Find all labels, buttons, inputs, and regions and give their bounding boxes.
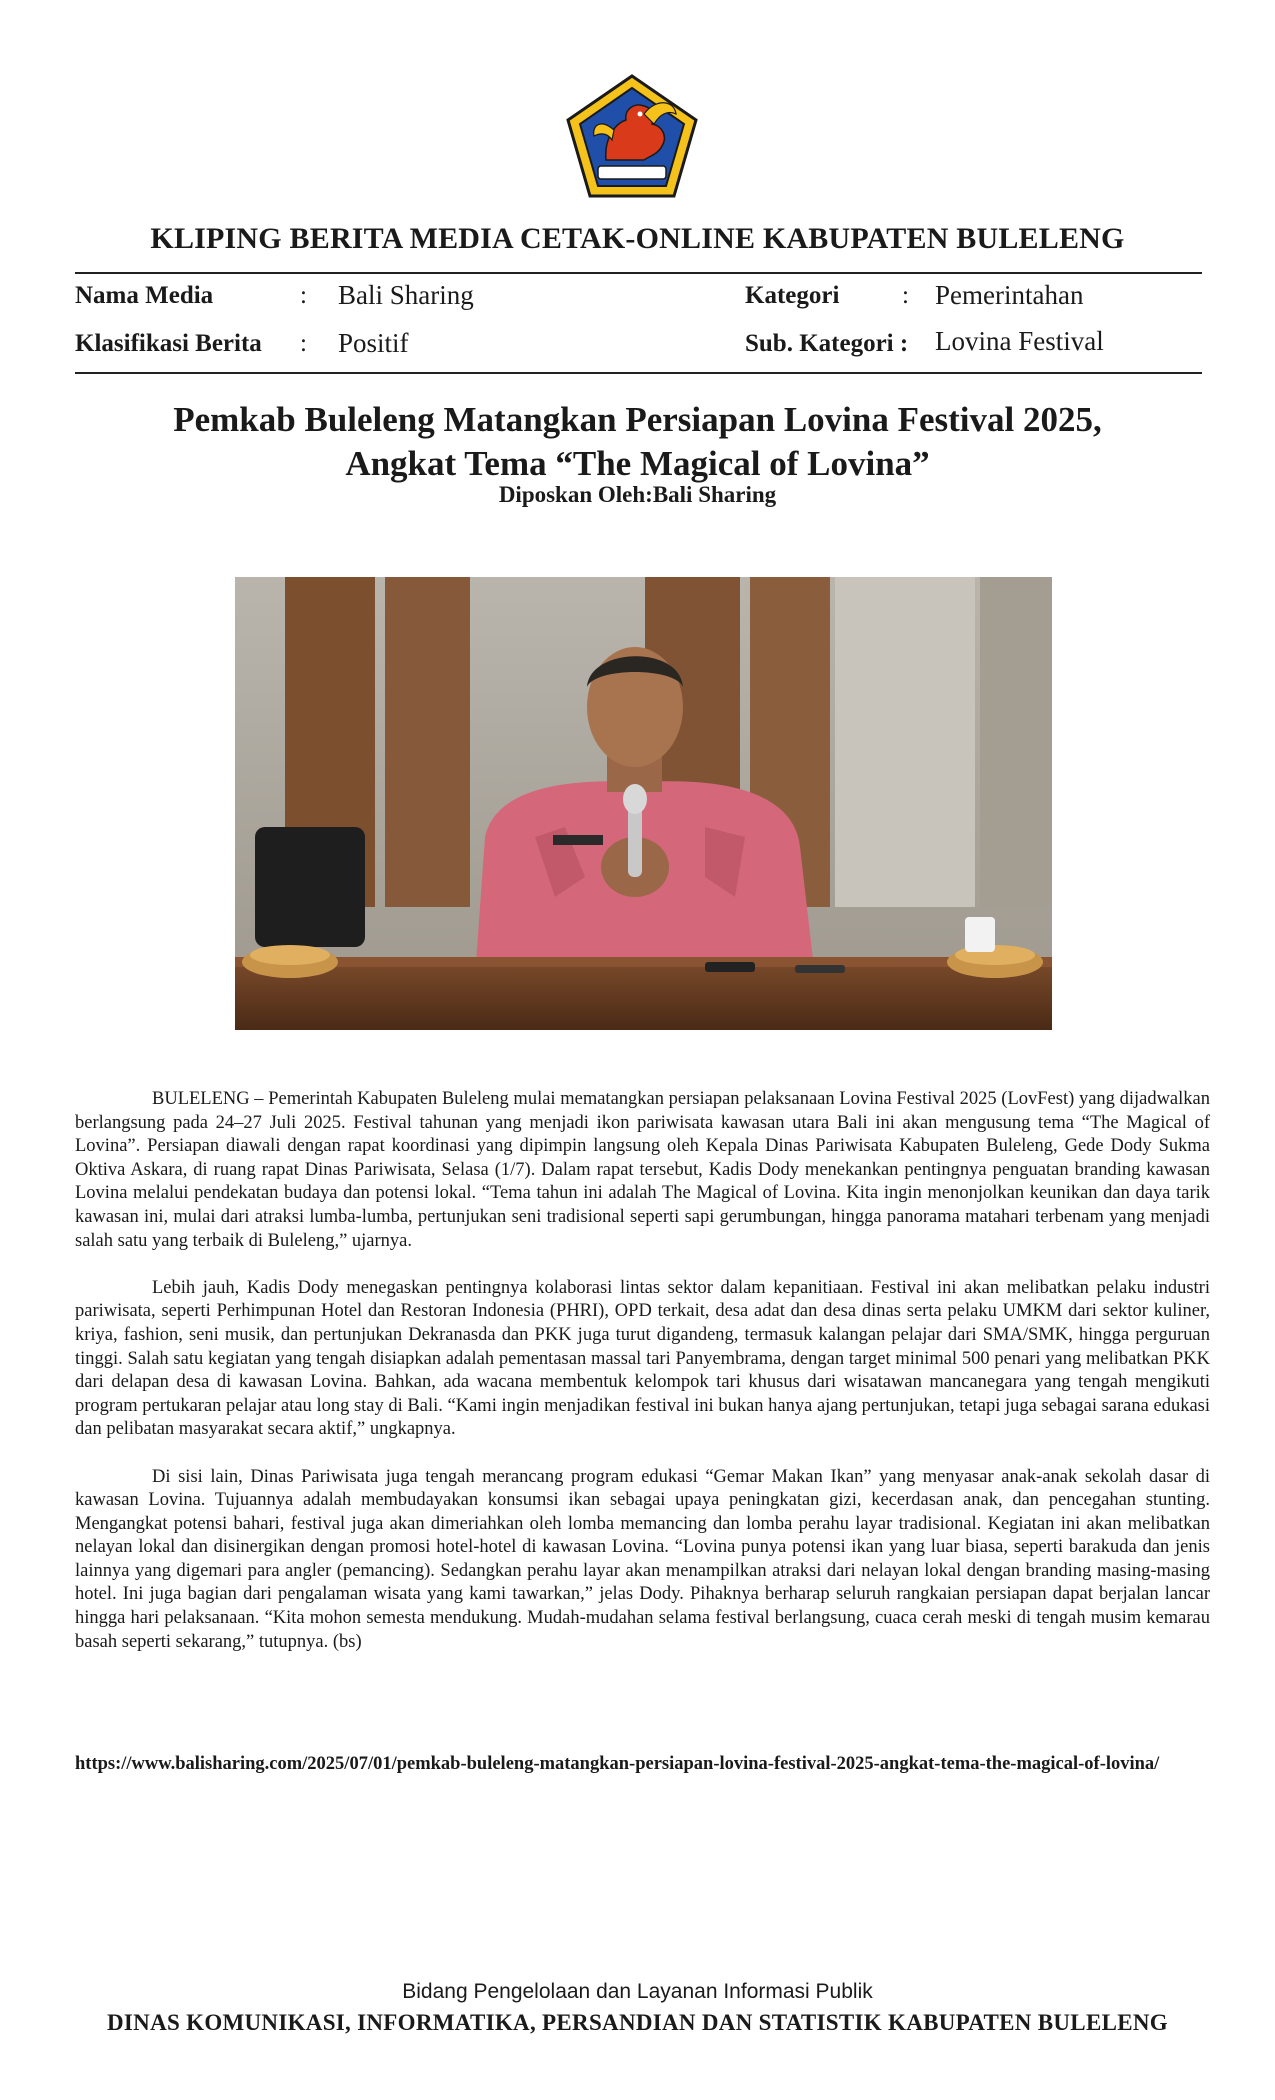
media-name-label: Nama Media [75,282,214,309]
footer-organization: DINAS KOMUNIKASI, INFORMATIKA, PERSANDIAN DAN STATISTIK KABUPATEN BULELENG [107,2010,1168,2035]
article-title [75,398,1200,486]
article-paragraph-3: Di sisi lain, Dinas Pariwisata juga tengah merancang program edukasi “Gemar Makan Ikan” yang menyasar anak-anak sekolah dasar di kawasan Lovina. Tujuannya adalah membudayakan konsumsi ikan sebagai upaya peningkatan gizi, kecerdasan anak, dan pencegahan stunting. Mengangkat potensi bahari, festival juga akan dimeriahkan oleh lomba memancing dan lomba perahu layar tradisional. Kegiatan ini akan melibatkan nelayan lokal dan disinergikan dengan promosi hotel-hotel di kawasan Lovina. “Lovina punya potensi ikan yang luar biasa, seperti barakuda dan jenis lainnya yang digemari para angler (pemancing). Sedangkan perahu layar akan menampilkan atraksi dari nelayan lokal dengan branding masing-masing hotel. Ini juga bagian dari pengalaman wisata yang kami tawarkan,” jelas Dody. Pihaknya berharap seluruh rangkaian persiapan dapat berjalan lancar hingga hari pelaksanaan. “Kita mohon semesta mendukung. Mudah-mudahan selama festival berlangsung, cuaca cerah meski di tengah musim kemarau basah seperti sekarang,” tutupnya. (bs) [75,1466,1210,1652]
header-divider [75,272,1202,274]
official-speaking-microphone-photo [235,577,1052,1030]
category-colon: : [902,282,909,309]
meta-divider [75,372,1202,374]
footer-unit: Bidang Pengelolaan dan Layanan Informasi Publik [402,1980,873,2003]
singa-ambara-raja-emblem-icon [564,74,700,200]
category-label: Kategori [745,282,840,309]
article-title-line-2: Angkat Tema “The Magical of Lovina” [345,444,930,483]
media-name-colon: : [300,282,307,309]
category-value: Pemerintahan [935,280,1084,310]
article-paragraph-2: Lebih jauh, Kadis Dody menegaskan pentingnya kolaborasi lintas sektor dalam kepanitiaan. Festival ini akan melibatkan pelaku industri pariwisata, seperti Perhimpunan Hotel dan Restoran Indonesia (PHRI), OPD terkait, desa adat dan desa dinas serta pelaku UMKM dari sektor kuliner, kriya, fashion, seni musik, dan pertunjukan Dekranasda dan PKK juga turut digandeng, termasuk kalangan pelajar dari SMA/SMK, hingga perguruan tinggi. Salah satu kegiatan yang tengah disiapkan adalah pementasan massal tari Panyembrama, dengan target minimal 500 penari yang melibatkan PKK dari delapan desa di kawasan Lovina. Bahkan, ada wacana membentuk kelompok tari khusus dari wisatawan mancanegara yang tengah mengikuti program pertukaran pelajar atau long stay di Bali. “Kami ingin menjadikan festival ini bukan hanya ajang pertunjukan, tetapi juga sebagai sarana edukasi dan pelibatan masyarakat secara aktif,” ungkapnya. [75,1277,1210,1440]
regency-logo [564,74,700,200]
article-paragraph-1: BULELENG – Pemerintah Kabupaten Buleleng mulai mematangkan persiapan pelaksanaan Lovina Festival 2025 (LovFest) yang dijadwalkan berlangsung pada 24–27 Juli 2025. Festival tahunan yang menjadi ikon pariwisata kawasan utara Bali ini akan mengusung tema “The Magical of Lovina”. Persiapan diawali dengan rapat koordinasi yang dipimpin langsung oleh Kepala Dinas Pariwisata Kabupaten Buleleng, Gede Dody Sukma Oktiva Askara, di ruang rapat Dinas Pariwisata, Selasa (1/7). Dalam rapat tersebut, Kadis Dody menekankan pentingnya penguatan branding kawasan Lovina melalui pendekatan budaya dan potensi lokal. “Tema tahun ini adalah The Magical of Lovina. Kita ingin menonjolkan keunikan dan daya tarik kawasan ini, mulai dari atraksi lumba-lumba, pertunjukan seni tradisional seperti sapi gerumbungan, hingga panorama matahari terbenam yang menjadi salah satu yang terbaik di Buleleng,” ujarnya. [75,1089,1210,1251]
sub-category-label: Sub. Kategori : [745,330,909,357]
article-photo [235,577,1052,1030]
article-byline: Diposkan Oleh:Bali Sharing [498,482,777,507]
news-classification-label: Klasifikasi Berita [75,330,262,357]
news-classification-value: Positif [338,328,409,358]
media-name-value: Bali Sharing [338,280,474,310]
news-classification-colon: : [300,330,307,357]
clipping-header-title: KLIPING BERITA MEDIA CETAK-ONLINE KABUPATEN BULELENG [150,222,1125,255]
sub-category-value: Lovina Festival [935,326,1104,356]
article-body [75,1088,1210,1678]
article-title-line-1: Pemkab Buleleng Matangkan Persiapan Lovina Festival 2025, [173,400,1102,439]
source-url-link[interactable]: https://www.balisharing.com/2025/07/01/pemkab-buleleng-matangkan-persiapan-lovina-festival-2025-angkat-tema-the-magical-of-lovina/ [75,1754,1160,1774]
